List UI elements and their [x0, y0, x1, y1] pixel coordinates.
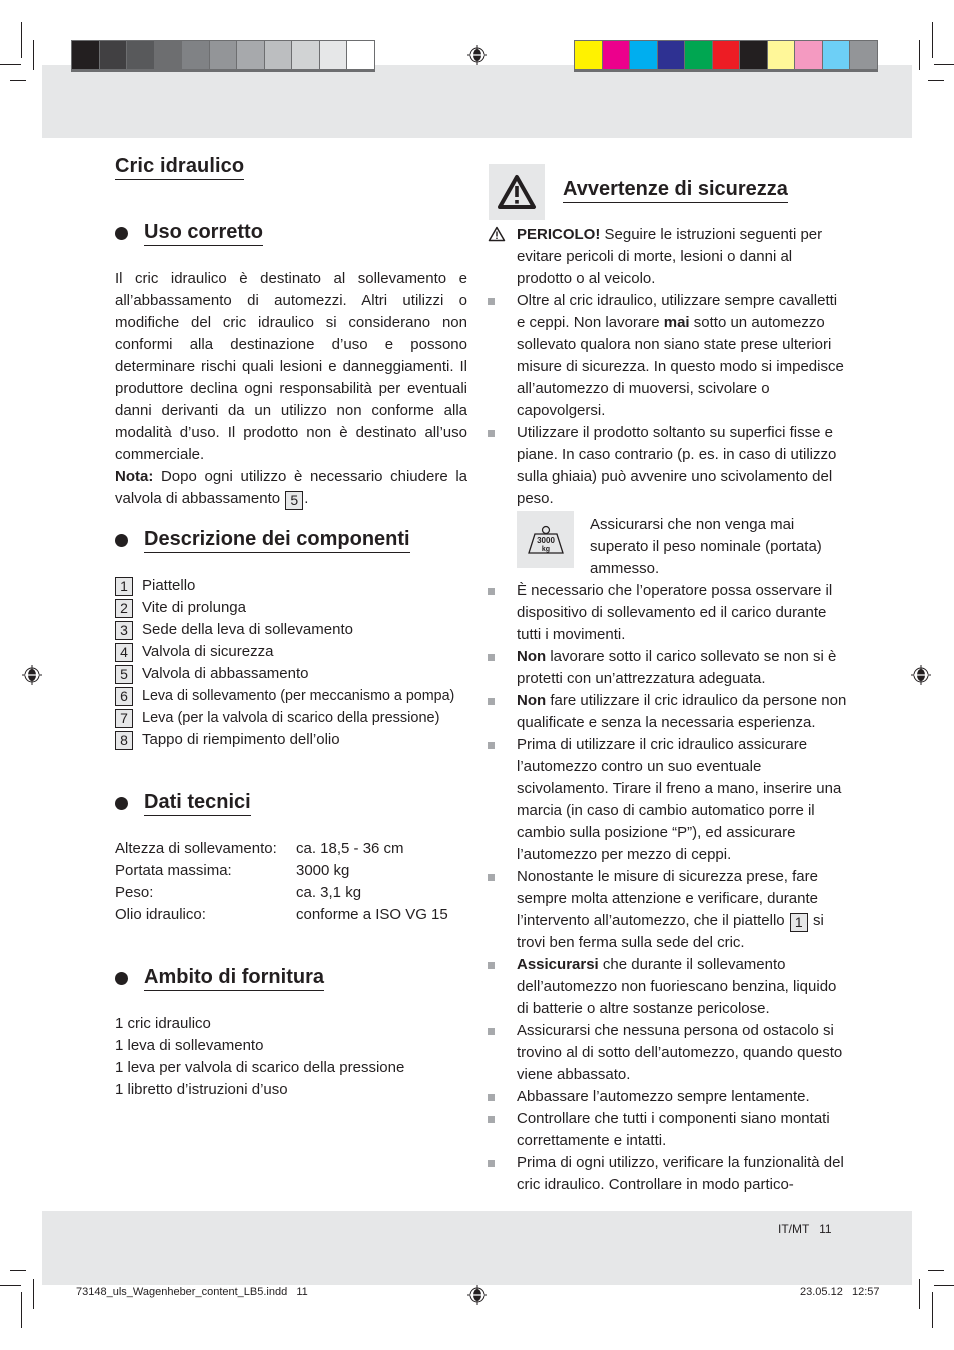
crop-mark	[21, 1292, 22, 1328]
crop-mark	[33, 40, 34, 70]
safety-item: Assicurarsi che nessuna persona od ostacolo si trovino al di sotto dell’automezzo, quando questo viene abbassato.	[517, 1020, 847, 1086]
color-swatch	[320, 41, 347, 69]
crop-mark	[932, 1292, 933, 1328]
color-swatch	[127, 41, 154, 69]
color-swatch	[850, 41, 877, 69]
color-swatch	[72, 41, 99, 69]
registration-mark-icon	[467, 45, 487, 65]
safety-item: Prima di utilizzare il cric idraulico assicurare l’automezzo contro un suo eventuale scivolamento. Tirare il freno a mano, inserire una marcia (in caso di cambio automatico porre il cambio sulla posizione “P”), ed assicurare l’automezzo per mezzo di ceppi.	[517, 734, 847, 866]
component-item: 1 Piattello	[115, 575, 467, 597]
crop-mark	[0, 64, 21, 65]
safety-item: Utilizzare il prodotto soltanto su superfici fisse e piane. In caso contrario (p. es. in caso di utilizzo sulla ghiaia) può avvenire uno scivolamento del peso.	[517, 422, 847, 510]
component-item: 7 Leva (per la valvola di scarico della pressione)	[115, 707, 467, 729]
max-load-icon-box	[517, 511, 574, 568]
square-bullet-icon	[488, 430, 495, 437]
component-item: 3 Sede della leva di sollevamento	[115, 619, 467, 641]
section-heading-avvertenze: Avvertenze di sicurezza	[563, 178, 788, 203]
svg-text:3000: 3000	[536, 535, 555, 545]
color-swatch	[347, 41, 374, 69]
supply-item: 1 cric idraulico	[115, 1015, 211, 1032]
bullet-dot-icon	[115, 534, 128, 547]
color-swatch	[100, 41, 127, 69]
gray-color-bar	[71, 40, 375, 72]
tech-row: Peso: ca. 3,1 kg	[115, 884, 362, 901]
registration-mark-icon	[467, 1285, 487, 1305]
section-heading-fornitura: Ambito di fornitura	[115, 966, 324, 991]
danger-notice: PERICOLO! Seguire le istruzioni seguenti per evitare pericoli di morte, lesioni o danni al prodotto o al veicolo.	[517, 224, 847, 290]
square-bullet-icon	[488, 588, 495, 595]
color-swatch	[237, 41, 264, 69]
color-swatch	[603, 41, 630, 69]
color-swatch	[155, 41, 182, 69]
supply-item: 1 libretto d’istruzioni d’uso	[115, 1081, 288, 1098]
supply-list	[115, 1013, 467, 1101]
header-band	[42, 65, 912, 138]
square-bullet-icon	[488, 1094, 495, 1101]
tech-row: Altezza di sollevamento: ca. 18,5 - 36 cm	[115, 840, 404, 857]
square-bullet-icon	[488, 962, 495, 969]
color-swatch	[265, 41, 292, 69]
section-heading-uso-corretto: Uso corretto	[115, 221, 263, 246]
file-name: 73148_uls_Wagenheber_content_LB5.indd 11	[76, 1286, 308, 1298]
warning-icon-box	[489, 164, 545, 220]
components-list	[115, 575, 467, 751]
safety-item: Controllare che tutti i componenti siano montati correttamente e intatti.	[517, 1108, 847, 1152]
page-number: IT/MT 11	[778, 1222, 832, 1236]
color-swatch	[182, 41, 209, 69]
bullet-dot-icon	[115, 227, 128, 240]
crop-mark	[934, 1285, 954, 1286]
safety-item: È necessario che l’operatore possa osservare il dispositivo di sollevamento ed il carico durante tutti i movimenti.	[517, 580, 847, 646]
registration-mark-icon	[911, 665, 931, 685]
note-label: Nota:	[115, 468, 154, 485]
crop-mark	[919, 40, 920, 70]
color-swatch	[630, 41, 657, 69]
component-item: 2 Vite di prolunga	[115, 597, 467, 619]
crop-mark	[33, 1279, 34, 1309]
square-bullet-icon	[488, 698, 495, 705]
component-item: 4 Valvola di sicurezza	[115, 641, 467, 663]
crop-mark	[0, 1285, 21, 1286]
cmyk-color-bar	[574, 40, 878, 72]
color-swatch	[713, 41, 740, 69]
weight-3000kg-icon	[526, 525, 566, 555]
crop-mark	[919, 1279, 920, 1309]
print-datetime: 23.05.12 12:57	[800, 1286, 880, 1298]
component-item: 5 Valvola di abbassamento	[115, 663, 467, 685]
color-swatch	[823, 41, 850, 69]
safety-item: Assicurarsi che durante il sollevamento dell’automezzo non fuoriescano benzina, liquido di batterie o altre sostanze pericolose.	[517, 954, 847, 1020]
crop-mark	[934, 64, 954, 65]
warning-triangle-icon	[497, 174, 537, 210]
safety-item: Abbassare l’automezzo sempre lentamente.	[517, 1086, 847, 1108]
color-swatch	[658, 41, 685, 69]
safety-warnings	[517, 224, 847, 1196]
color-swatch	[685, 41, 712, 69]
uso-corretto-text: Il cric idraulico è destinato al sollevamento e all’abbassamento di automezzi. Altri utilizzi o modifiche del cric idraulico si considerano non conformi alla destinazione d’uso e possono determinare rischi quali lesioni e danneggiamenti. Il produttore declina ogni responsabilità per eventuali danni derivanti da un utilizzo non conforme alla modalità d’uso. Il prodotto non è destinato all’uso commerciale. Nota: Dopo ogni utilizzo è necessario chiudere la valvola di abbassamento 5 .	[115, 270, 467, 508]
component-ref-1: 1	[790, 913, 808, 932]
square-bullet-icon	[488, 874, 495, 881]
color-swatch	[210, 41, 237, 69]
safety-item: Nonostante le misure di sicurezza prese, fare sempre molta attenzione e verificare, durante l’intervento all’automezzo, che il piattello 1 si trovi ben ferma sulla sede del cric.	[517, 866, 847, 954]
square-bullet-icon	[488, 1160, 495, 1167]
section-heading-dati-tecnici: Dati tecnici	[115, 791, 251, 816]
safety-item: Oltre al cric idraulico, utilizzare sempre cavalletti e ceppi. Non lavorare mai sotto un automezzo sollevato qualora non siano state prese ulteriori misure di sicurezza. In questo modo si impedisce all’automezzo di muoversi, scivolare o capovolgersi.	[517, 290, 847, 422]
crop-mark	[928, 1270, 944, 1271]
crop-mark	[928, 80, 944, 81]
square-bullet-icon	[488, 1028, 495, 1035]
square-bullet-icon	[488, 1116, 495, 1123]
tech-data-table	[115, 838, 467, 926]
square-bullet-icon	[488, 654, 495, 661]
crop-mark	[932, 22, 933, 58]
component-ref-5: 5	[285, 491, 303, 510]
tech-row: Olio idraulico: conforme a ISO VG 15	[115, 906, 448, 923]
registration-mark-icon	[22, 665, 42, 685]
bullet-dot-icon	[115, 972, 128, 985]
page-title: Cric idraulico	[115, 155, 244, 180]
color-swatch	[740, 41, 767, 69]
crop-mark	[10, 1270, 26, 1271]
crop-mark	[21, 22, 22, 58]
safety-item: Non fare utilizzare il cric idraulico da persone non qualificate e senza la necessaria esperienza.	[517, 690, 847, 734]
bullet-dot-icon	[115, 797, 128, 810]
supply-item: 1 leva per valvola di scarico della pressione	[115, 1059, 405, 1076]
color-swatch	[292, 41, 319, 69]
component-item: 8 Tappo di riempimento dell’olio	[115, 729, 467, 751]
safety-item: 3000 kg Assicurarsi che non venga mai superato il peso nominale (portata) ammesso.	[517, 510, 847, 580]
square-bullet-icon	[488, 298, 495, 305]
supply-item: 1 leva di sollevamento	[115, 1037, 264, 1054]
safety-item: Non lavorare sotto il carico sollevato se non si è protetti con un’attrezzatura adeguata.	[517, 646, 847, 690]
tech-row: Portata massima: 3000 kg	[115, 862, 350, 879]
color-swatch	[768, 41, 795, 69]
color-swatch	[575, 41, 602, 69]
safety-item: Prima di ogni utilizzo, verificare la funzionalità del cric idraulico. Controllare in modo partico-	[517, 1152, 847, 1196]
svg-text:kg: kg	[541, 545, 550, 553]
color-swatch	[795, 41, 822, 69]
square-bullet-icon	[488, 742, 495, 749]
component-item: 6 Leva di sollevamento (per meccanismo a pompa)	[115, 685, 467, 707]
crop-mark	[10, 80, 26, 81]
section-heading-componenti: Descrizione dei componenti	[115, 528, 410, 553]
warning-triangle-icon	[488, 226, 506, 242]
